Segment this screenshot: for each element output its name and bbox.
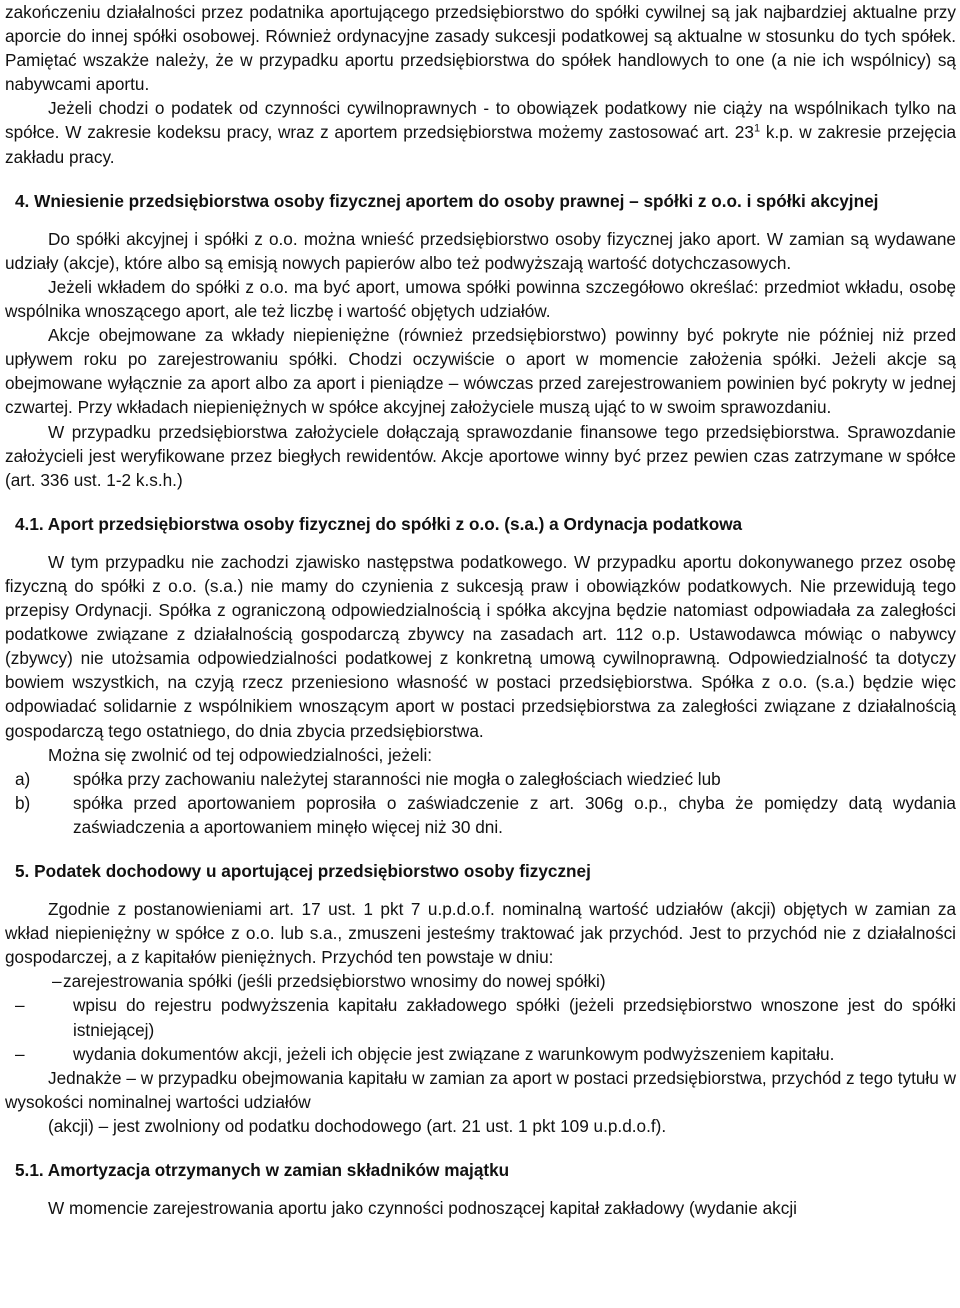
section-5-heading: 5. Podatek dochodowy u aportującej przedsiębiorstwo osoby fizycznej: [15, 861, 591, 881]
intro-paragraph-2: Jeżeli chodzi o podatek od czynności cywilnoprawnych - to obowiązek podatkowy nie ciąży na wspólnikach tylko na spółce. W zakresie kodeksu pracy, wraz z aportem przedsiębiorstwa możemy zastosować art. $23^1$ k.p. w zakresie przejęcia zakładu pracy.: [5, 98, 956, 167]
section-4-1-heading: 4.1. Aport przedsiębiorstwa osoby fizycznej do spółki z o.o. (s.a.) a Ordynacja podatkowa: [15, 513, 743, 534]
section-5-paragraph-2: Jednakże – w przypadku obejmowania kapitału w zamian za aport w postaci przedsiębiorstwa, przychód z tego tytułu w wysokości nominalnej wartości udziałów: [5, 1067, 956, 1112]
section-4-heading: 4. Wniesienie przedsiębiorstwa osoby fizycznej aportem do osoby prawnej – spółki z o.o. i spółki akcyjnej: [15, 190, 879, 211]
section-5-paragraph-3: (akcji) – jest zwolniony od podatku dochodowego (art. 21 ust. 1 pkt 109 u.p.d.o.f).: [48, 1115, 667, 1136]
section-4-paragraph-3: Akcje obejmowane za wkłady niepieniężne (również przedsiębiorstwo) powinny być pokryte nie później niż przed upływem roku po zarejestrowaniu spółki. Chodzi oczywiście o aport w momencie założenia spółki. Jeżeli akcje są obejmowane wyłącznie za aport albo za aport i pieniądze – wówczas przed zarejestrowaniem powinien być pokryty w jednej czwartej. Przy wkładach niepieniężnych w spółce akcyjnej założyciele muszą ująć to w swoim sprawozdaniu.: [5, 325, 956, 418]
list-item: – zarejestrowania spółki (jeśli przedsiębiorstwo wnosimy do nowej spółki): [52, 971, 606, 992]
section-4-1-paragraph-1: W tym przypadku nie zachodzi zjawisko następstwa podatkowego. W przypadku aportu dokonywanego przez osobę fizyczną do spółki z o.o. (s.a.) nie mamy do czynienia z sukcesją praw i obowiązków podatkowych. Nie przewidują tego przepisy Ordynacji. Spółka z ograniczoną odpowiedzialnością i spółka akcyjna będzie natomiast odpowiadała za zaległości podatkowe związane z działalnością gospodarczą zbywcy na zasadach art. 112 o.p. Ustawodawca mówiąc o nabywcy (zbywcy) nie utożsamia odpowiedzialności podatkowej z konkretną umową cywilnoprawną. Odpowiedzialność ta dotyczy bowiem wszystkich, na czyją rzecz przeniesiono własność w postaci przedsiębiorstwa. Spółka z o.o. (s.a.) będzie więc odpowiadać solidarnie z wspólnikiem wnoszącym aport w postaci przedsiębiorstwa za zaległości związane z działalnością gospodarczą tego ostatniego, do dnia zbycia przedsiębiorstwa.: [5, 551, 956, 741]
section-5-1-heading: 5.1. Amortyzacja otrzymanych w zamian składników majątku: [15, 1160, 510, 1181]
exemption-list: [5, 767, 956, 839]
section-4-1-paragraph-2: Można się zwolnić od tej odpowiedzialności, jeżeli:: [48, 744, 433, 765]
list-item: – wydania dokumentów akcji, jeżeli ich objęcie jest związane z warunkowym podwyższeniem kapitału.: [15, 1043, 835, 1064]
list-item: – wpisu do rejestru podwyższenia kapitału zakładowego spółki (jeżeli przedsiębiorstwo wnoszone jest do spółki istniejącej): [15, 995, 956, 1040]
section-5-1-paragraph-1: W momencie zarejestrowania aportu jako czynności podnoszącej kapitał zakładowy (wydanie akcji: [48, 1198, 797, 1219]
list-item: a) spółka przy zachowaniu należytej staranności nie mogła o zaległościach wiedzieć lub: [15, 768, 721, 789]
section-4-paragraph-1: Do spółki akcyjnej i spółki z o.o. można wnieść przedsiębiorstwo osoby fizycznej jako aport. W zamian są wydawane udziały (akcje), które albo są emisją nowych papierów albo też podwyższają wartość dotychczasowych.: [5, 228, 956, 273]
section-4-paragraph-4: W przypadku przedsiębiorstwa założyciele dołączają sprawozdanie finansowe tego przedsiębiorstwa. Sprawozdanie założycieli jest weryfikowane przez biegłych rewidentów. Akcje aportowe winny być przez pewien czas zatrzymane w spółce (art. 336 ust. 1-2 k.s.h.): [5, 421, 956, 490]
footnote-sup: 1: [753, 122, 761, 135]
intro-paragraph-1: zakończeniu działalności przez podatnika aportującego przedsiębiorstwo do spółki cywilnej są jak najbardziej aktualne przy aporcie do innej spółki osobowej. Również ordynacyjne zasady sukcesji podatkowej są aktualne w stosunku do tych spółek. Pamiętać wszakże należy, że w przypadku aportu przedsiębiorstwa do spółek handlowych to one (a nie ich wspólnicy) są nabywcami aportu.: [5, 2, 956, 95]
list-item: b) spółka przed aportowaniem poprosiła o zaświadczenie z art. 306g o.p., chyba że pomiędzy datą wydania zaświadczenia a aportowaniem minęło więcej niż 30 dni.: [15, 792, 956, 837]
section-4-paragraph-2: Jeżeli wkładem do spółki z o.o. ma być aport, umowa spółki powinna szczegółowo określać: przedmiot wkładu, osobę wspólnika wnoszącego aport, ale też liczbę i wartość objętych udziałów.: [5, 276, 956, 322]
income-date-list: [5, 969, 956, 1065]
section-5-paragraph-1: Zgodnie z postanowieniami art. 17 ust. 1 pkt 7 u.p.d.o.f. nominalną wartość udziałów (akcji) objętych w zamian za wkład niepieniężny w spółce z o.o. lub s.a., zmuszeni jesteśmy traktować jak przychód. Jest to przychód nie z działalności gospodarczej, a z kapitałów pieniężnych. Przychód ten powstaje w dniu:: [5, 899, 956, 968]
